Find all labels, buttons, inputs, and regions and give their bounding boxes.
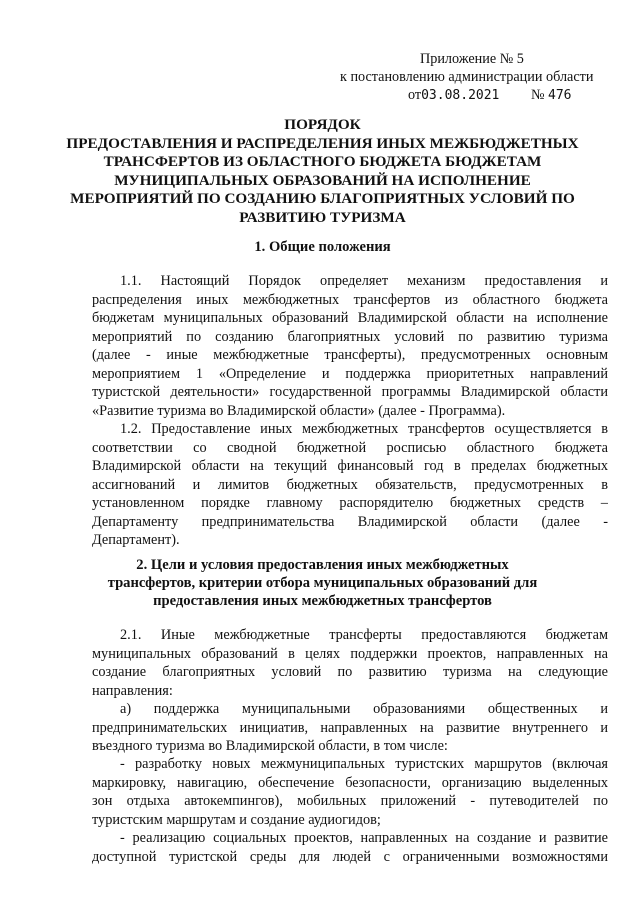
section-1-heading: 1. Общие положения	[254, 239, 391, 255]
resolution-date: 03.08.2021	[421, 88, 500, 103]
title-line: ПОРЯДОК	[284, 116, 361, 133]
paragraph-bullet-routes: - разработку новых межмуниципальных туристских маршрутов (включая маркировку, навигацию, обеспечение безопасности, организацию выделенных зон отдыха автокемпингов), мобильных приложений - путеводителей по туристским маршрутам и создание аудиогидов;	[92, 756, 608, 828]
title-line: МУНИЦИПАЛЬНЫХ ОБРАЗОВАНИЙ НА ИСПОЛНЕНИЕ	[114, 171, 531, 189]
appendix-reference: к постановлению администрации области	[340, 69, 594, 85]
appendix-date-number	[408, 86, 572, 105]
resolution-number: 476	[548, 88, 572, 103]
title-line: РАЗВИТИЮ ТУРИЗМА	[239, 208, 406, 226]
document-title	[60, 116, 585, 228]
appendix-title: Приложение № 5	[420, 51, 524, 67]
paragraph-2-1: 2.1. Иные межбюджетные трансферты предоставляются бюджетам муниципальных образований в целях поддержки проектов, направленных на создание благоприятных условий по развитию туризма на следующие направления:	[92, 627, 608, 699]
paragraph-1-1: 1.1. Настоящий Порядок определяет механизм предоставления и распределения иных межбюджетных трансфертов из областного бюджета бюджетам муниципальных образований Владимирской области на исполнение мероприятий по созданию благоприятных условий по развитию туризма (далее - иные межбюджетные трансферты), предусмотренных основным мероприятием 1 «Определение и поддержка приоритетных направлений туристской деятельности» государственной программы Владимирской области «Развитие туризма во Владимирской области» (далее - Программа).	[92, 273, 608, 419]
paragraph-bullet-social: - реализацию социальных проектов, направленных на создание и развитие доступной туристской среды для людей с ограниченными возможностями	[92, 830, 608, 865]
title-line: ТРАНСФЕРТОВ ИЗ ОБЛАСТНОГО БЮДЖЕТА БЮДЖЕТАМ	[103, 153, 542, 171]
title-line: ПРЕДОСТАВЛЕНИЯ И РАСПРЕДЕЛЕНИЯ ИНЫХ МЕЖБЮДЖЕТНЫХ	[66, 134, 579, 152]
from-label: от	[408, 87, 422, 103]
title-line: МЕРОПРИЯТИЙ ПО СОЗДАНИЮ БЛАГОПРИЯТНЫХ УСЛОВИЙ ПО	[70, 190, 575, 208]
number-label: №	[530, 87, 545, 103]
section-2-heading: 2. Цели и условия предоставления иных межбюджетных трансфертов, критерии отбора муниципальных образований для предоставления иных межбюджетных трансфертов	[107, 557, 538, 609]
paragraph-2-1-a: а) поддержка муниципальными образованиями общественных и предпринимательских инициатив, направленных на развитие внутреннего и въездного туризма во Владимирской области, в том числе:	[92, 701, 608, 754]
paragraph-1-2: 1.2. Предоставление иных межбюджетных трансфертов осуществляется в соответствии со сводной бюджетной росписью областного бюджета Владимирской области на текущий финансовый год в пределах бюджетных ассигнований и лимитов бюджетных обязательств, предусмотренных в установленном порядке главному распорядителю бюджетных средств – Департаменту предпринимательства Владимирской области (далее - Департамент).	[92, 421, 608, 548]
